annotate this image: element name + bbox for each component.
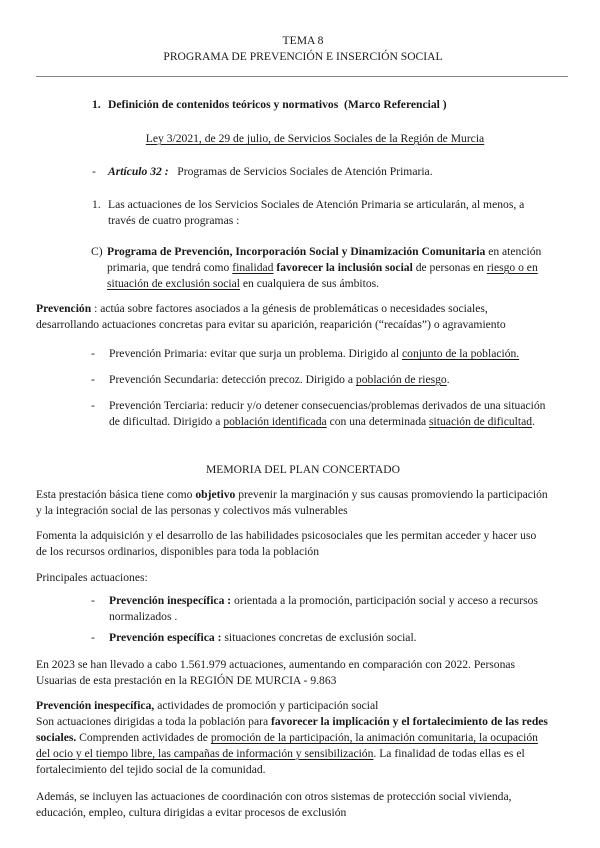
- articulo-line: [108, 164, 433, 180]
- prevencion-text1: : actúa sobre factores asociados a la génesis de problemáticas o necesidades sociales,: [94, 302, 488, 315]
- ib-l2-a: Son actuaciones dirigidas a toda la población para: [36, 715, 269, 728]
- inespecifica-block-line5: fortalecimiento del tejido social de la comunidad.: [36, 763, 266, 776]
- ib-l4-end: . La finalidad de todas ellas es el: [373, 747, 525, 760]
- memoria-p1-c: prevenir la marginación y sus causas promoviendo la participación: [238, 488, 548, 501]
- memoria-p2-line1: Fomenta la adquisición y el desarrollo de las habilidades psicosociales que les permitan acceder y hacer uso: [36, 529, 537, 542]
- articulo-marker: -: [92, 165, 96, 178]
- secundaria-end: .: [446, 373, 450, 386]
- prevencion-line1: [36, 301, 570, 317]
- inespecifica-line2: normalizados .: [109, 610, 178, 623]
- item1-number: 1.: [92, 198, 101, 211]
- header-divider: [36, 76, 568, 77]
- section-heading: [108, 97, 447, 113]
- programa-c-line2: [107, 260, 577, 276]
- ib-l4-u: del ocio y el tiempo libre, las campañas de información y sensibilización: [36, 747, 374, 760]
- inespecifica-block-line4: [36, 746, 570, 762]
- inespecifica-label: Prevención inespecífica :: [109, 594, 232, 607]
- inespecifica-block-label: Prevención inespecífica,: [36, 699, 155, 712]
- bullet-dash: -: [91, 347, 95, 360]
- ademas-line1: Además, se incluyen las actuaciones de coordinación con otros sistemas de protección social vivienda,: [36, 790, 512, 803]
- section-heading-suffix: (Marco Referencial ): [344, 98, 447, 111]
- especifica-line: [109, 630, 417, 646]
- prevencion-primaria: [109, 346, 519, 362]
- terciaria-line2: [109, 414, 535, 430]
- actuaciones-label: Principales actuaciones:: [36, 571, 148, 584]
- inespecifica-block-line3: [36, 730, 570, 746]
- memoria-p1-line1: [36, 487, 570, 503]
- programa-c-t2: primaria, que tendrá como: [107, 261, 230, 274]
- section-heading-text: Definición de contenidos teóricos y normativos: [108, 98, 339, 111]
- programa-c-prefix: C): [91, 245, 103, 258]
- ib-l2-b: favorecer la implicación y el fortalecimiento de las redes: [271, 715, 548, 728]
- ib-l3-b: sociales.: [36, 731, 77, 744]
- item1-line1: Las actuaciones de los Servicios Sociales de Atención Primaria se articularán, al menos, a: [108, 198, 525, 211]
- inespecifica-line1: [109, 593, 538, 609]
- tema-label: TEMA 8: [282, 34, 324, 47]
- programa-c-t3: de personas en: [415, 261, 484, 274]
- section-number: 1.: [92, 98, 101, 111]
- stats-line2: Usuarias de esta prestación en la REGIÓN DE MURCIA - 9.863: [36, 674, 337, 687]
- terciaria-line1: Prevención Terciaria: reducir y/o detener consecuencias/problemas derivados de una situación: [109, 399, 546, 412]
- programa-c-riesgo: riesgo o en: [486, 261, 538, 274]
- memoria-title: MEMORIA DEL PLAN CONCERTADO: [205, 463, 401, 476]
- prevencion-secundaria: [109, 372, 450, 388]
- stats-line1: En 2023 se han llevado a cabo 1.561.979 actuaciones, aumentando en comparación con 2022. Personas: [36, 658, 516, 671]
- primaria-text: Prevención Primaria: evitar que surja un problema. Dirigido al: [109, 347, 400, 360]
- inespecifica-block-line1: [36, 698, 570, 714]
- ley-reference: [60, 131, 570, 147]
- item1-line2: través de cuatro programas :: [108, 214, 240, 227]
- programa-c-finalidad: finalidad: [232, 261, 274, 274]
- articulo-text: Programas de Servicios Sociales de Atención Primaria.: [177, 165, 433, 178]
- memoria-objetivo: objetivo: [195, 488, 236, 501]
- bullet-dash: -: [91, 631, 95, 644]
- memoria-p2-line2: de los recursos ordinarios, disponibles para toda la población: [36, 545, 320, 558]
- secundaria-poblacion: población de riesgo: [355, 373, 447, 386]
- bullet-dash: -: [91, 399, 95, 412]
- especifica-label: Prevención específica :: [109, 631, 222, 644]
- page-title: PROGRAMA DE PREVENCIÓN E INSERCIÓN SOCIAL: [163, 50, 443, 63]
- prevencion-line2: desarrollando actuaciones concretas para evitar su aparición, reaparición (“recaídas”) o agravamiento: [36, 318, 506, 331]
- terciaria-situacion: situación de dificultad: [429, 415, 533, 428]
- prevencion-label: Prevención: [36, 302, 92, 315]
- terciaria-poblacion: población identificada: [223, 415, 327, 428]
- especifica-text: situaciones concretas de exclusión social.: [224, 631, 417, 644]
- ley-text: Ley 3/2021, de 29 de julio, de Servicios Sociales de la Región de Murcia: [145, 132, 485, 145]
- primaria-poblacion: conjunto de la población.: [402, 347, 520, 360]
- programa-c-exclusion: situación de exclusión social: [107, 277, 240, 290]
- secundaria-text: Prevención Secundaria: detección precoz. Dirigido a: [109, 373, 354, 386]
- inespecifica-block-rest: actividades de promoción y participación social: [157, 699, 379, 712]
- terciaria-t1: de dificultad. Dirigido a: [109, 415, 221, 428]
- ademas-line2: educación, empleo, cultura dirigidas a evitar procesos de exclusión: [36, 806, 347, 819]
- programa-c-line1: [107, 244, 577, 260]
- bullet-dash: -: [91, 373, 95, 386]
- ib-l3-a: Comprenden actividades de: [79, 731, 208, 744]
- programa-c-title: Programa de Prevención, Incorporación Social y Dinamización Comunitaria: [107, 245, 486, 258]
- programa-c-line3: [107, 276, 379, 292]
- programa-c-inclusion: favorecer la inclusión social: [276, 261, 413, 274]
- terciaria-t2: con una determinada: [329, 415, 427, 428]
- ib-l3-u: promoción de la participación, la animación comunitaria, la ocupación: [210, 731, 538, 744]
- programa-c-t1: en atención: [488, 245, 542, 258]
- articulo-label: Artículo 32 :: [108, 165, 169, 178]
- inespecifica-text1: orientada a la promoción, participación social y acceso a recursos: [234, 594, 538, 607]
- bullet-dash: -: [91, 594, 95, 607]
- programa-c-t4: en cualquiera de sus ámbitos.: [242, 277, 380, 290]
- memoria-p1-line2: y la integración social de las personas y colectivos más vulnerables: [36, 504, 348, 517]
- inespecifica-block-line2: [36, 714, 570, 730]
- terciaria-end: .: [532, 415, 535, 428]
- memoria-p1-a: Esta prestación básica tiene como: [36, 488, 193, 501]
